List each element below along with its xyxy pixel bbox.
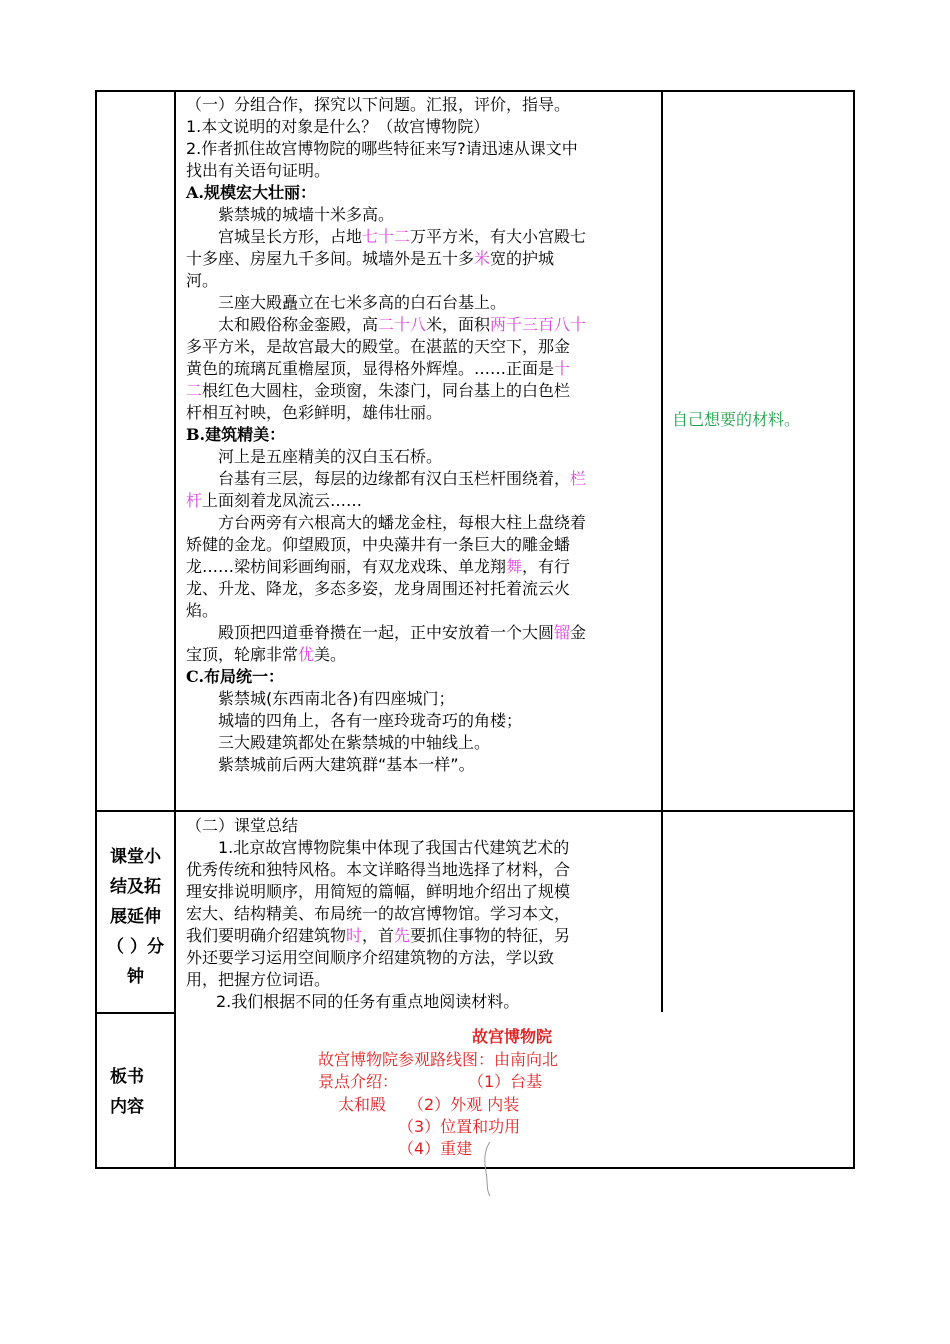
section1-content: [186, 94, 658, 776]
table-left-border: [95, 90, 97, 1169]
point-c-title: C.布局统一：: [186, 667, 285, 686]
point-a-p2-line3: 河。: [186, 271, 219, 290]
table-right-border: [853, 90, 855, 1169]
point-b-p3-line4: 龙、升龙、降龙，多态多姿，龙身周围还衬托着流云火: [186, 579, 571, 598]
material-note: 自己想要的材料。: [672, 410, 801, 429]
summary-label-line: 展延伸: [110, 907, 161, 927]
summary-line-2: 优秀传统和独特风格。本文详略得当地选择了材料，合: [186, 860, 571, 879]
point-a-p2-line1: 宫城呈长方形，占地七十二万平方米，有大小宫殿七: [218, 227, 587, 246]
point-a-p4-line4: 二根红色大圆柱，金琐窗，朱漆门，同台基上的白色栏: [186, 381, 571, 400]
board-title: 故宫博物院: [472, 1027, 553, 1046]
row-divider-1: [95, 810, 855, 812]
summary-line-3: 理安排说明顺序，用简短的篇幅，鲜明地介绍出了规模: [186, 882, 571, 901]
point-a-p4-line2: 多平方米，是故宫最大的殿堂。在湛蓝的天空下，那金: [186, 337, 571, 356]
point-b-p3-line5: 焰。: [186, 601, 219, 620]
summary-line-8: 2.我们根据不同的任务有重点地阅读材料。: [216, 992, 520, 1011]
board-route: 故宫博物院参观路线图：由南向北: [318, 1050, 559, 1069]
summary-line-7: 用，把握方位词语。: [186, 970, 331, 989]
summary-heading: （二）课堂总结: [186, 816, 299, 835]
point-c-p3: 三大殿建筑都处在紫禁城的中轴线上。: [218, 733, 491, 752]
point-c-p2: 城墙的四角上，各有一座玲珑奇巧的角楼；: [218, 711, 523, 730]
point-a-title: A.规模宏大壮丽：: [186, 183, 316, 202]
board-label-line: 板书: [110, 1067, 144, 1087]
summary-label-line: 课堂小: [110, 847, 161, 867]
board-item-2: （2）外观 内装: [408, 1095, 520, 1114]
board-item-4: （4）重建: [398, 1139, 473, 1158]
board-label: [97, 1062, 157, 1122]
point-b-p4-line2: 宝顶，轮廓非常优美。: [186, 645, 347, 664]
note-column-divider: [661, 90, 663, 1012]
point-b-p3-line3: 龙……梁枋间彩画绚丽，有双龙戏珠、单龙翔舞，有行: [186, 557, 571, 576]
summary-label-line: 钟: [127, 967, 144, 987]
point-a-p2-line2: 十多座、房屋九千多间。城墙外是五十多米宽的护城: [186, 249, 555, 268]
summary-line-6: 外还要学习运用空间顺序介绍建筑物的方法，学以致: [186, 948, 555, 967]
question-2-line1: 2.作者抓住故宫博物院的哪些特征来写?请迅速从课文中: [186, 139, 578, 158]
point-b-p3-line1: 方台两旁有六根高大的蟠龙金柱，每根大柱上盘绕着: [218, 513, 587, 532]
row-divider-2: [95, 1012, 175, 1014]
board-intro: 景点介绍：: [318, 1072, 399, 1091]
point-b-p2-line1: 台基有三层，每层的边缘都有汉白玉栏杆围绕着，栏: [218, 469, 587, 488]
point-a-p3: 三座大殿矗立在七米多高的白石台基上。: [218, 293, 507, 312]
question-1: 1.本文说明的对象是什么？（故宫博物院）: [186, 117, 490, 136]
table-top-border: [95, 90, 855, 92]
board-bracket-stroke: [476, 1140, 500, 1198]
summary-line-4: 宏大、结构精美、布局统一的故宫博物馆。学习本文，: [186, 904, 571, 923]
summary-line-5: 我们要明确介绍建筑物时，首先要抓住事物的特征，另: [186, 926, 571, 945]
point-c-p4: 紫禁城前后两大建筑群“基本一样”。: [218, 755, 475, 774]
summary-label-line: 结及拓: [110, 877, 161, 897]
question-2-line2: 找出有关语句证明。: [186, 161, 331, 180]
point-a-p4-line3: 黄色的琉璃瓦重檐屋顶，显得格外辉煌。……正面是十: [186, 359, 571, 378]
point-b-p3-line2: 矫健的金龙。仰望殿顶，中央藻井有一条巨大的雕金蟠: [186, 535, 571, 554]
point-b-p4-line1: 殿顶把四道垂脊攒在一起，正中安放着一个大圆镏金: [218, 623, 587, 642]
point-b-p1: 河上是五座精美的汉白玉石桥。: [218, 447, 443, 466]
summary-label: [97, 842, 174, 992]
section2-content: [186, 815, 658, 1013]
board-label-line: 内容: [110, 1097, 144, 1117]
summary-label-line: （ ）分: [107, 937, 164, 957]
point-a-p4-line1: 太和殿俗称金銮殿，高二十八米，面积两千三百八十: [218, 315, 587, 334]
point-a-p1: 紫禁城的城墙十米多高。: [218, 205, 395, 224]
label-column-divider: [174, 90, 176, 1169]
point-b-p2-line2: 杆上面刻着龙凤流云……: [186, 491, 363, 510]
point-b-title: B.建筑精美：: [186, 425, 286, 444]
board-item-3: （3）位置和功用: [398, 1117, 521, 1136]
section1-heading: （一）分组合作，探究以下问题。汇报，评价，指导。: [186, 95, 571, 114]
board-hall: 太和殿: [338, 1095, 387, 1114]
summary-line-1: 1.北京故宫博物院集中体现了我国古代建筑艺术的: [218, 838, 570, 857]
board-item-1: （1）台基: [468, 1072, 543, 1091]
table-bottom-border: [95, 1167, 855, 1169]
point-a-p4-line5: 杆相互衬映，色彩鲜明，雄伟壮丽。: [186, 403, 443, 422]
point-c-p1: 紫禁城(东西南北各)有四座城门；: [218, 689, 455, 708]
